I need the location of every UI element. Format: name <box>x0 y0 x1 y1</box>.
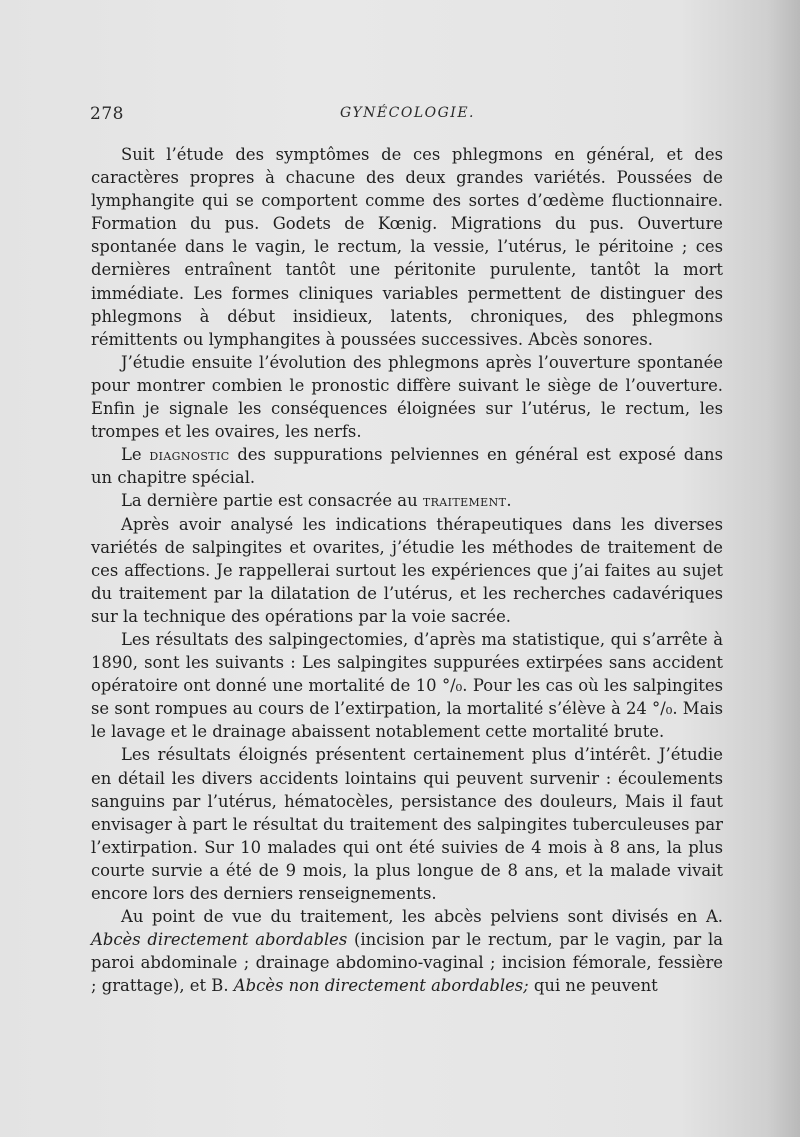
abscess-text-start: Au point de vue du traitement, les abcès pelviens sont divisés en A. <box>121 907 723 927</box>
abscess-text-mid: (incision par le rectum, par le vagin, par la paroi abdominale ; drainage abdomino-vaginal ; incision fémorale, fessière ; grattage), et B. <box>91 930 723 996</box>
body-text <box>91 143 723 997</box>
abscess-type-b: Abcès non directement abordables; <box>233 976 529 996</box>
paragraph-diagnostic <box>91 443 723 489</box>
paragraph-results: Les résultats des salpingectomies, d’après ma statistique, qui s’arrête à 1890, sont les suivants : Les salpingites suppurées extirpées sans accident opératoire ont donné une mortalité de 10 °/₀. Pour les cas où les salpingites se sont rompues au cours de l’extirpation, la mortalité s’élève à 24 °/₀. Mais le lavage et le drainage abaissent notablement cette mortalité brute. <box>91 629 723 742</box>
paragraph-evolution: J’étudie ensuite l’évolution des phlegmons après l’ouverture spontanée pour montrer combien le pronostic diffère suivant le siège de l’ouverture. Enfin je signale les conséquences éloignées sur l’utérus, le rectum, les trompes et les ovaires, les nerfs. <box>91 352 723 442</box>
paragraph-indications: Après avoir analysé les indications thérapeutiques dans les diverses variétés de salpingites et ovarites, j’étudie les méthodes de traitement de ces affections. Je rappellerai surtout les expériences que j’ai faites au sujet du traitement par la dilatation de l’utérus, et les recherches cadavériques sur la technique des opérations par la voie sacrée. <box>91 514 723 626</box>
running-title: GYNÉCOLOGIE. <box>340 105 475 121</box>
paragraph-long-term-results: Les résultats éloignés présentent certainement plus d’intérêt. J’étudie en détail les divers accidents lointains qui peuvent survenir : écoulements sanguins par l’utérus, hématocèles, persistance des douleurs, Mais il faut envisager à part le résultat du traitement des salpingites tuberculeuses par l’extirpation. Sur 10 malades qui ont été suivies de 4 mois à 8 ans, la plus courte survie a été de 9 mois, la plus longue de 8 ans, et la malade vivait encore lors des derniers renseignements. <box>91 745 723 903</box>
abscess-text-end: qui ne peuvent <box>528 976 658 996</box>
paragraph-treatment-intro <box>91 489 723 512</box>
page-number: 278 <box>90 104 124 124</box>
paragraph-abscess-treatment <box>91 905 723 997</box>
page-header <box>90 104 730 130</box>
diagnostic-term: diagnostic <box>149 445 230 465</box>
treatment-intro-start: La dernière partie est consacrée au <box>121 491 423 511</box>
treatment-term: traitement <box>422 491 507 511</box>
diagnostic-text-end: des suppurations pelviennes en général est exposé dans un chapitre spécial. <box>91 445 723 488</box>
treatment-intro-end: . <box>506 491 512 511</box>
diagnostic-text-start: Le <box>121 445 150 465</box>
abscess-type-a: Abcès directement abordables <box>91 930 348 950</box>
paragraph-symptoms: Suit l’étude des symptômes de ces phlegmons en général, et des caractères propres à chacune des deux grandes variétés. Poussées de lymphangite qui se comportent comme des sortes d’œdème fluctionnaire. Formation du pus. Godets de Kœnig. Migrations du pus. Ouverture spontanée dans le vagin, le rectum, la vessie, l’utérus, le péritoine ; ces dernières entraînent tantôt une péritonite purulente, tantôt la mort immédiate. Les formes cliniques variables permettent de distinguer des phlegmons à début insidieux, latents, chroniques, des phlegmons rémittents ou lymphangites à poussées successives. Abcès sonores. <box>91 145 723 349</box>
